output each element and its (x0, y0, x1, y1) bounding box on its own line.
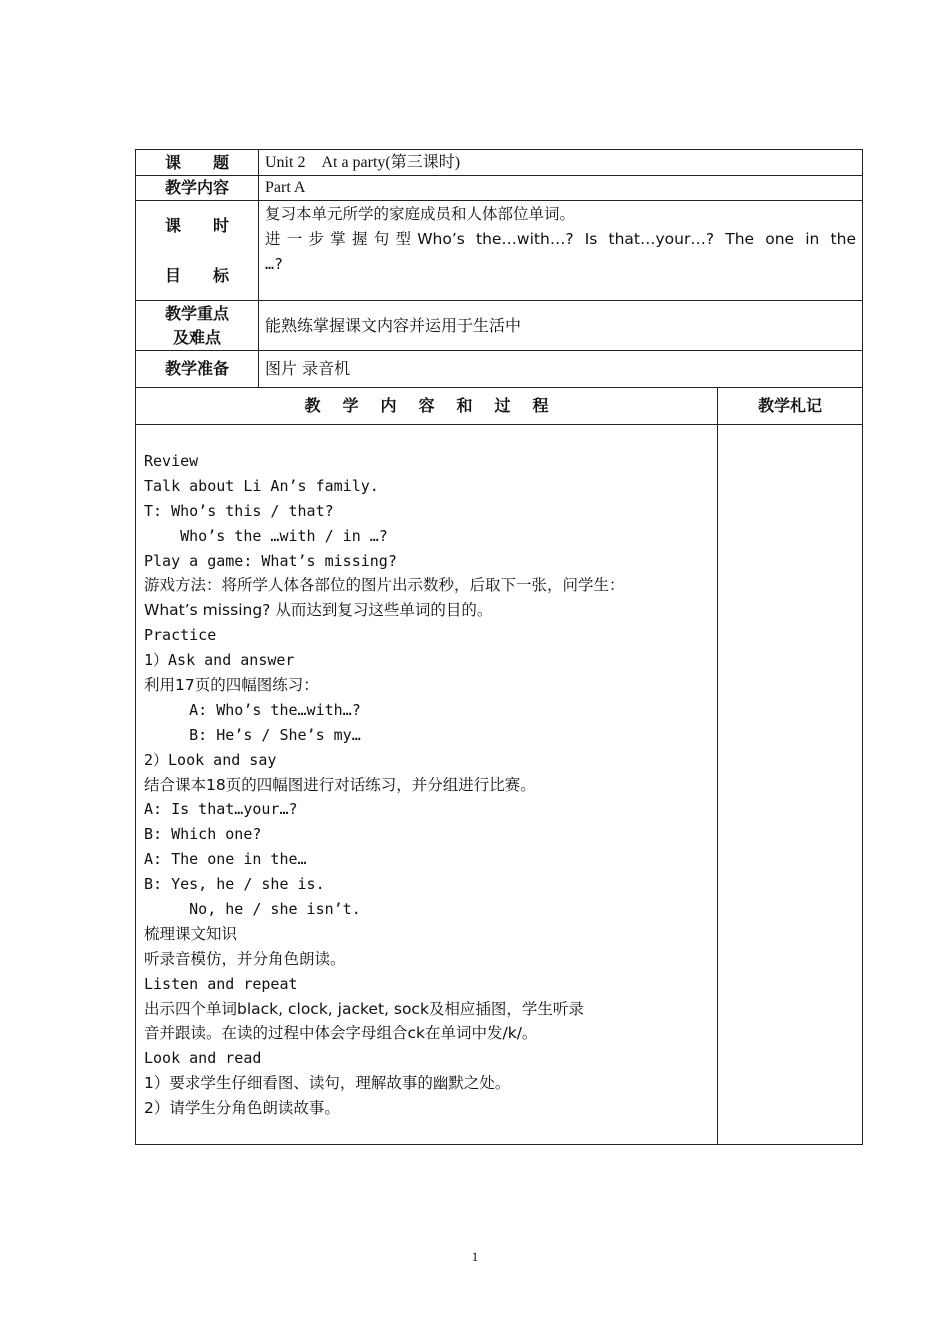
lesson-plan-table (135, 149, 863, 1145)
goal-label (136, 201, 259, 301)
content-line: 听录音模仿，并分角色朗读。 (144, 949, 346, 968)
content-line: 2）请学生分角色朗读故事。 (144, 1099, 340, 1118)
content-label: 教学内容 (136, 176, 259, 201)
header-char: 和 (456, 396, 473, 415)
content-line: 1）Ask and answer (144, 651, 295, 670)
key-label-line-1: 教学重点 (164, 303, 229, 323)
content-header-row (136, 388, 863, 425)
goal-label-line-1: 课 时 (164, 215, 229, 235)
content-value: Part A (259, 176, 863, 201)
page-number: 1 (471, 1249, 479, 1264)
content-line: Practice (144, 626, 217, 645)
content-line: 1）要求学生仔细看图、读句，理解故事的幽默之处。 (144, 1074, 511, 1093)
content-line: A: Who’s the…with…? (144, 700, 361, 719)
content-header-chars (294, 396, 560, 415)
content-body (136, 425, 718, 1145)
content-row (136, 176, 863, 201)
goal-line-1: 复习本单元所学的家庭成员和人体部位单词。 (265, 205, 576, 223)
goal-row (136, 201, 863, 301)
content-line: No, he / she isn’t. (144, 900, 361, 919)
goal-label-line-2: 目 标 (164, 265, 229, 285)
content-line: 梳理课文知识 (144, 924, 238, 943)
prep-row (136, 351, 863, 388)
content-line: Look and read (144, 1049, 262, 1068)
topic-row (136, 150, 863, 176)
content-line: Listen and repeat (144, 974, 298, 993)
header-char: 内 (380, 396, 397, 415)
header-char: 教 (304, 396, 321, 415)
content-line: Review (144, 452, 199, 470)
content-line: 2）Look and say (144, 750, 277, 769)
content-line: Who’s the …with / in …? (144, 526, 388, 545)
content-header-main (136, 388, 718, 425)
goal-line-3: …? (265, 255, 284, 273)
key-label (136, 301, 259, 351)
content-line: Play a game: What’s missing? (144, 551, 397, 570)
content-line: B: Yes, he / she is. (144, 875, 325, 894)
content-line: Talk about Li An’s family. (144, 476, 379, 495)
content-line: What’s missing? 从而达到复习这些单词的目的。 (144, 601, 493, 620)
header-char: 程 (532, 396, 549, 415)
content-line: 游戏方法：将所学人体各部位的图片出示数秒，后取下一张，问学生： (144, 576, 625, 595)
header-char: 学 (342, 396, 359, 415)
content-body-row (136, 425, 863, 1145)
content-line: 出示四个单词black, clock, jacket, sock及相应插图，学生听录 (144, 999, 584, 1018)
header-char: 容 (418, 396, 435, 415)
prep-value: 图片 录音机 (259, 351, 863, 388)
header-char: 过 (494, 396, 511, 415)
content-line: A: The one in the… (144, 850, 307, 869)
content-line: B: Which one? (144, 825, 262, 844)
goal-label-spacer (136, 238, 258, 264)
key-row (136, 301, 863, 351)
content-line: B: He’s / She’s my… (144, 725, 361, 744)
topic-value: Unit 2 At a party(第三课时) (259, 150, 863, 176)
content-line: 音并跟读。在读的过程中体会字母组合ck在单词中发/k/。 (144, 1024, 538, 1043)
content-line: T: Who’s this / that? (144, 501, 334, 520)
prep-label: 教学准备 (136, 351, 259, 388)
content-header-notes: 教学札记 (718, 388, 863, 425)
notes-body (718, 425, 863, 1145)
topic-label: 课 题 (136, 150, 259, 176)
content-line: 结合课本18页的四幅图进行对话练习，并分组进行比赛。 (144, 775, 536, 794)
goal-line-2: 进一步掌握句型Who’s the…with…? Is that…your…? The one in the (265, 230, 856, 248)
key-label-line-2: 及难点 (172, 327, 221, 347)
key-value: 能熟练掌握课文内容并运用于生活中 (259, 301, 863, 351)
goal-value (259, 201, 863, 301)
content-line: A: Is that…your…? (144, 800, 298, 819)
content-line: 利用17页的四幅图练习： (144, 676, 319, 695)
